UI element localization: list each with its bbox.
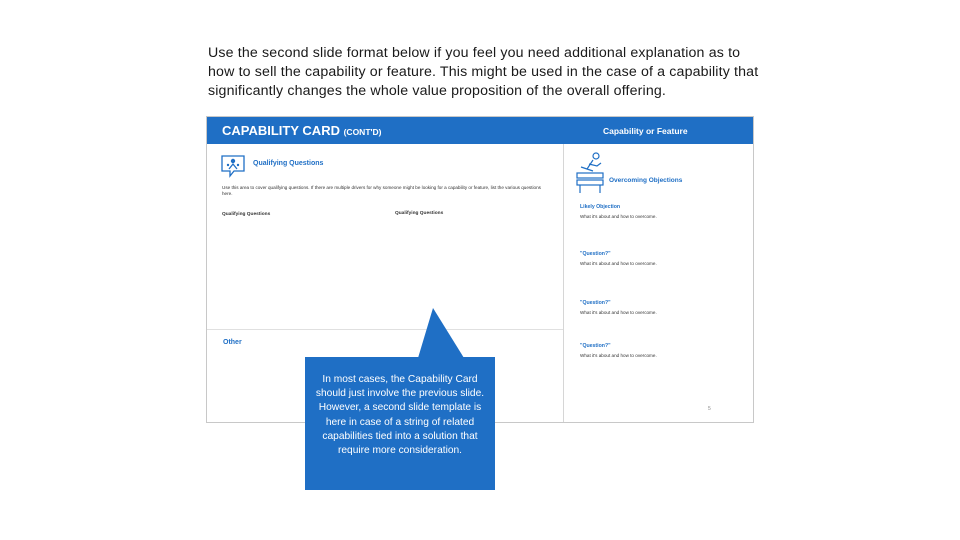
objection-item — [580, 300, 657, 315]
card-title-main: CAPABILITY CARD — [222, 123, 340, 138]
card-title-suffix: (CONT'D) — [343, 127, 382, 137]
card-header — [207, 117, 753, 144]
objection-text: What it's about and how to overcome. — [580, 214, 657, 219]
objection-label: "Question?" — [580, 300, 611, 306]
objection-label: "Question?" — [580, 251, 611, 257]
objection-label: "Question?" — [580, 343, 611, 349]
objection-item — [580, 204, 657, 219]
other-title: Other — [223, 339, 242, 346]
column-divider — [563, 144, 564, 422]
objection-label: Likely Objection — [580, 204, 621, 210]
intro-text: Use the second slide format below if you feel you need additional explanation as to how to sell the capability or feature. This might be used in the case of a capability that significantly changes the whole value proposition of the overall offering. — [208, 45, 759, 99]
card-title — [222, 123, 382, 138]
qualifying-column-1-header: Qualifying Questions — [222, 212, 271, 217]
section-divider — [207, 329, 563, 330]
hurdle-runner-icon — [575, 151, 605, 195]
objection-text: What it's about and how to overcome. — [580, 310, 657, 315]
overcoming-objections-title: Overcoming Objections — [609, 177, 683, 184]
page-number: 5 — [708, 406, 711, 412]
qualifying-questions-icon — [220, 153, 246, 179]
callout-note: In most cases, the Capability Card should just involve the previous slide. However, a second slide template is here in case of a string of related capabilities tied into a solution that require more consideration. — [305, 357, 495, 490]
objection-item — [580, 343, 657, 358]
card-right-title: Capability or Feature — [603, 126, 688, 136]
objection-text: What it's about and how to overcome. — [580, 261, 657, 266]
objection-item — [580, 251, 657, 266]
objection-text: What it's about and how to overcome. — [580, 353, 657, 358]
qualifying-questions-description: Use this area to cover qualifying questions. If there are multiple drivers for why someone might be looking for a capability or feature, list the various questions here. — [222, 185, 541, 196]
qualifying-column-2-header: Qualifying Questions — [395, 211, 444, 216]
qualifying-questions-title: Qualifying Questions — [253, 160, 324, 167]
